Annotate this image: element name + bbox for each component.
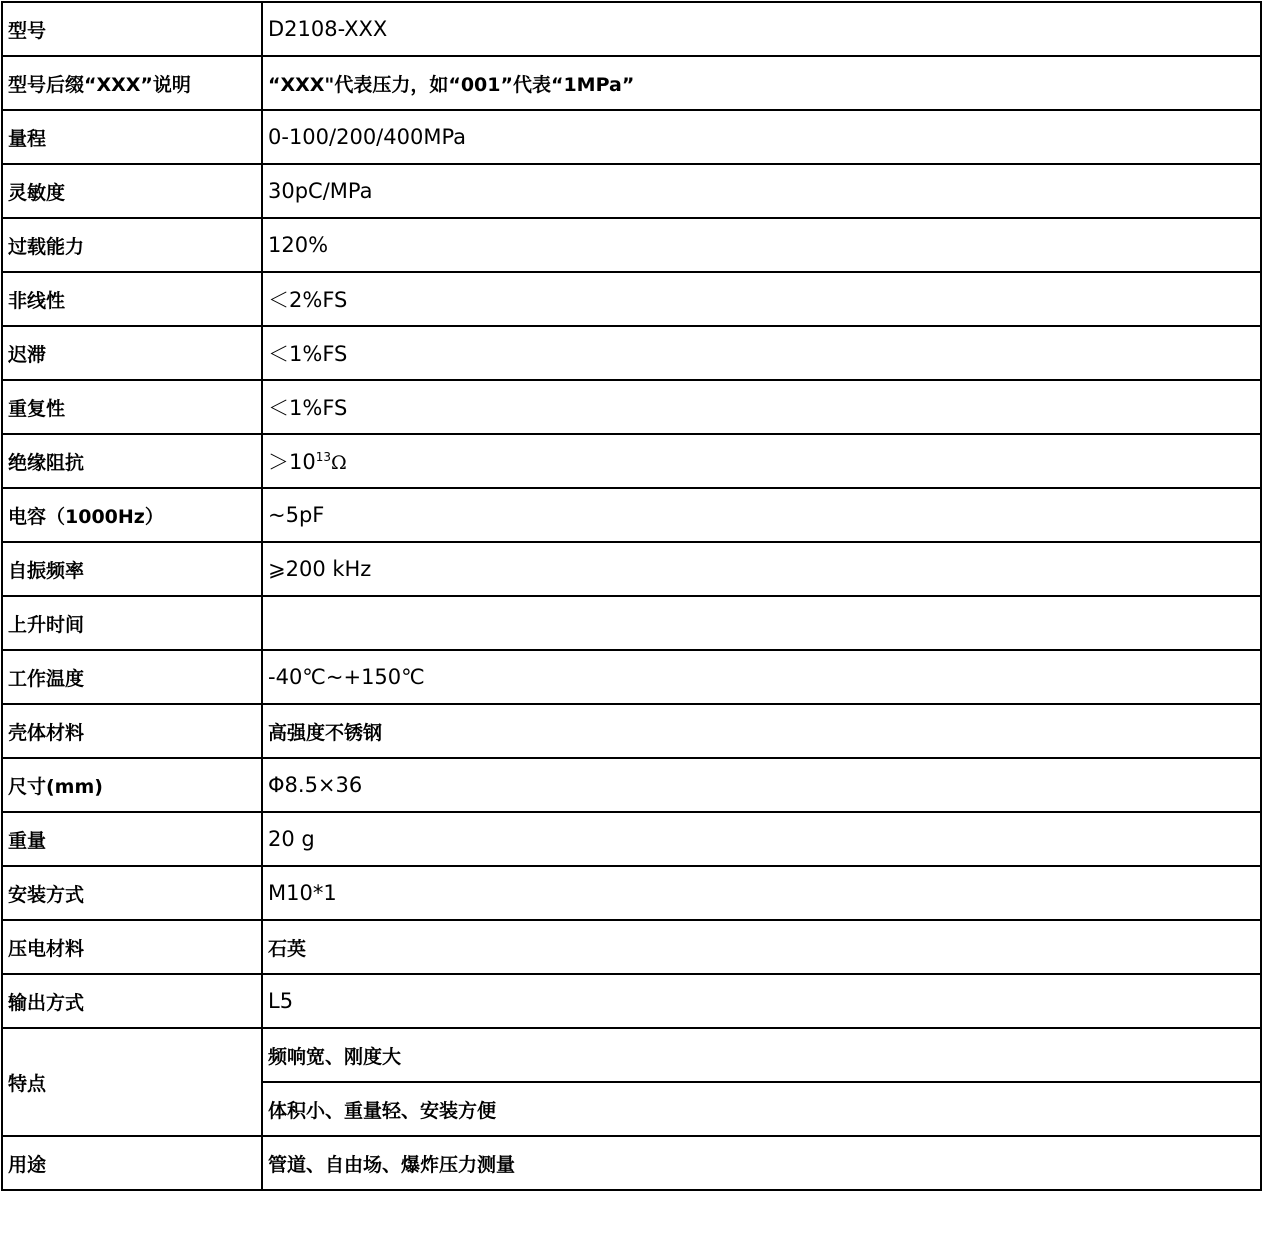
- table-row-suffix: [2, 56, 1261, 110]
- row-label: 过载能力: [2, 218, 262, 272]
- row-value: [262, 596, 1261, 650]
- row-label: 压电材料: [2, 920, 262, 974]
- row-label: 重复性: [2, 380, 262, 434]
- row-value: 0-100/200/400MPa: [262, 110, 1261, 164]
- row-label: 型号: [2, 2, 262, 56]
- table-row-sensitivity: [2, 164, 1261, 218]
- row-label: 工作温度: [2, 650, 262, 704]
- row-label: 非线性: [2, 272, 262, 326]
- insulation-exponent: 13: [315, 450, 332, 464]
- row-label: 安装方式: [2, 866, 262, 920]
- row-label: 量程: [2, 110, 262, 164]
- insulation-prefix: ＞10: [268, 450, 316, 474]
- row-value: 120%: [262, 218, 1261, 272]
- table-row-mounting: [2, 866, 1261, 920]
- row-value: ＜1%FS: [262, 326, 1261, 380]
- row-value: “XXX"代表压力，如“001”代表“1MPa”: [262, 56, 1261, 110]
- table-row-features: [2, 1028, 1261, 1082]
- table-row-weight: [2, 812, 1261, 866]
- row-label: 型号后缀“XXX”说明: [2, 56, 262, 110]
- row-value: -40℃~+150℃: [262, 650, 1261, 704]
- table-row-insulation: [2, 434, 1261, 488]
- row-value: ＜2%FS: [262, 272, 1261, 326]
- table-row-model: [2, 2, 1261, 56]
- table-row-piezo-material: [2, 920, 1261, 974]
- row-label: 壳体材料: [2, 704, 262, 758]
- row-label: 电容（1000Hz）: [2, 488, 262, 542]
- table-row-range: [2, 110, 1261, 164]
- table-row-repeatability: [2, 380, 1261, 434]
- table-row-nonlinearity: [2, 272, 1261, 326]
- table-row-rise-time: [2, 596, 1261, 650]
- row-value: 高强度不锈钢: [262, 704, 1261, 758]
- row-value: L5: [262, 974, 1261, 1028]
- row-value: 频响宽、刚度大: [262, 1028, 1261, 1082]
- row-label: 灵敏度: [2, 164, 262, 218]
- row-value: ⩾200 kHz: [262, 542, 1261, 596]
- row-value: 体积小、重量轻、安装方便: [262, 1082, 1261, 1136]
- row-value: 管道、自由场、爆炸压力测量: [262, 1136, 1261, 1190]
- table-row-applications: [2, 1136, 1261, 1190]
- table-row-dimensions: [2, 758, 1261, 812]
- table-row-overload: [2, 218, 1261, 272]
- row-label: 迟滞: [2, 326, 262, 380]
- table-row-hysteresis: [2, 326, 1261, 380]
- table-row-capacitance: [2, 488, 1261, 542]
- spec-table: [1, 1, 1262, 1191]
- row-label: 重量: [2, 812, 262, 866]
- row-label: 自振频率: [2, 542, 262, 596]
- row-value: ~5pF: [262, 488, 1261, 542]
- row-value-insulation: [262, 434, 1261, 488]
- row-value: M10*1: [262, 866, 1261, 920]
- row-label: 上升时间: [2, 596, 262, 650]
- table-row-resonance: [2, 542, 1261, 596]
- table-row-housing: [2, 704, 1261, 758]
- ohm-symbol: Ω: [331, 452, 347, 474]
- row-label: 尺寸(mm): [2, 758, 262, 812]
- table-row-output: [2, 974, 1261, 1028]
- row-value: 20 g: [262, 812, 1261, 866]
- row-label: 特点: [2, 1028, 262, 1136]
- row-label: 绝缘阻抗: [2, 434, 262, 488]
- row-value: D2108-XXX: [262, 2, 1261, 56]
- row-label: 用途: [2, 1136, 262, 1190]
- row-label: 输出方式: [2, 974, 262, 1028]
- row-value: Φ8.5×36: [262, 758, 1261, 812]
- row-value: 石英: [262, 920, 1261, 974]
- row-value: ＜1%FS: [262, 380, 1261, 434]
- row-value: 30pC/MPa: [262, 164, 1261, 218]
- table-row-temperature: [2, 650, 1261, 704]
